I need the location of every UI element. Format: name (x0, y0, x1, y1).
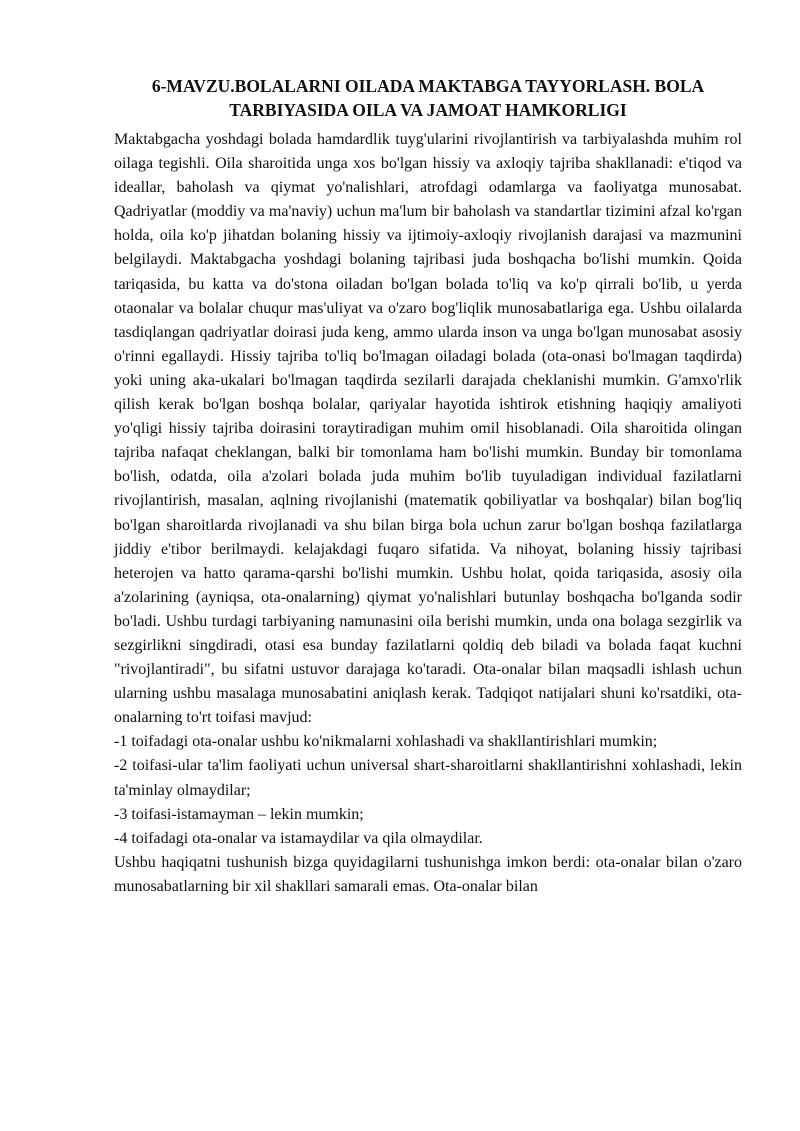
body-paragraph-2: Ushbu haqiqatni tushunish bizga quyidagilarni tushunishga imkon berdi: ota-onalar bilan o'zaro munosabatlarning bir xil shakllari samarali emas. Ota-onalar bilan (114, 853, 742, 895)
category-list (114, 730, 742, 850)
document-title (114, 74, 742, 122)
body-paragraph-1: Maktabgacha yoshdagi bolada hamdardlik tuyg'ularini rivojlantirish va tarbiyalashda muhim rol oilaga tegishli. Oila sharoitida unga xos bo'lgan hissiy va axloqiy tajriba shakllanadi: e'tiqod va ideallar, baholash va qiymat yo'nalishlari, atrofdagi odamlarga va faoliyatga munosabat. Qadriyatlar (moddiy va ma'naviy) uchun ma'lum bir baholash va standartlar tizimini afzal ko'rgan holda, oila ko'p jihatdan bolaning hissiy va ijtimoiy-axloqiy rivojlanish darajasi va mazmunini belgilaydi. Maktabgacha yoshdagi bolaning tajribasi juda boshqacha bo'lishi mumkin. Qoida tariqasida, bu katta va do'stona oiladan bo'lgan bolada to'liq va ko'p qirrali bo'lib, u yerda otaonalar va bolalar chuqur mas'uliyat va o'zaro bog'liqlik munosabatlariga ega. Ushbu oilalarda tasdiqlangan qadriyatlar doirasi juda keng, ammo ularda inson va unga bo'lgan munosabat asosiy o'rinni egallaydi. Hissiy tajriba to'liq bo'lmagan oiladagi bolada (ota-onasi bo'lmagan taqdirda) yoki uning aka-ukalari bo'lmagan taqdirda sezilarli darajada cheklanishi mumkin. G'amxo'rlik qilish kerak bo'lgan boshqa bolalar, qariyalar hayotida ishtirok etishning haqiqiy amaliyoti yo'qligi hissiy tajriba doirasini toraytiradigan muhim omil hisoblanadi. Oila sharoitida olingan tajriba nafaqat cheklangan, balki bir tomonlama ham bo'lishi mumkin. Bunday bir tomonlama bo'lish, odatda, oila a'zolari bolada juda muhim bo'lib tuyuladigan individual fazilatlarni rivojlantirish, masalan, aqlning rivojlanishi (matematik qobiliyatlar va boshqalar) bilan bog'liq bo'lgan sharoitlarda rivojlanadi va shu bilan birga bola uchun zarur bo'lgan boshqa fazilatlarga jiddiy e'tibor berilmaydi. kelajakdagi fuqaro sifatida. Va nihoyat, bolaning hissiy tajribasi heterojen va hatto qarama-qarshi bo'lishi mumkin. Ushbu holat, qoida tariqasida, asosiy oila a'zolarining (ayniqsa, ota-onalarning) qiymat yo'nalishlari butunlay boshqacha bo'lganda sodir bo'ladi. Ushbu turdagi tarbiyaning namunasini oila berishi mumkin, unda ona bolaga sezgirlik va sezgirlikni singdiradi, otasi esa bunday fazilatlarni qoldiq deb biladi va bolada faqat kuchni "rivojlantiradi", bu sifatni ustuvor darajaga ko'taradi. Ota-onalar bilan maqsadli ishlash uchun ularning ushbu masalaga munosabatini aniqlash kerak. Tadqiqot natijalari shuni ko'rsatdiki, ota-onalarning to'rt toifasi mavjud: (114, 131, 742, 727)
list-item: -3 toifasi-istamayman – lekin mumkin; (114, 805, 364, 823)
list-item: -1 toifadagi ota-onalar ushbu ko'nikmalarni xohlashadi va shakllantirishlari mumkin; (114, 733, 658, 751)
title-line-1: 6-MAVZU.BOLALARNI OILADA MAKTABGA TAYYORLASH. BOLA (151, 76, 705, 96)
document-page (114, 74, 742, 899)
title-line-2: TARBIYASIDA OILA VA JAMOAT HAMKORLIGI (229, 100, 627, 120)
list-item: -4 toifadagi ota-onalar va istamaydilar va qila olmaydilar. (114, 829, 483, 847)
list-item: -2 toifasi-ular ta'lim faoliyati uchun universal shart-sharoitlarni shakllantirishni xohlashadi, lekin ta'minlay olmaydilar; (114, 757, 742, 799)
